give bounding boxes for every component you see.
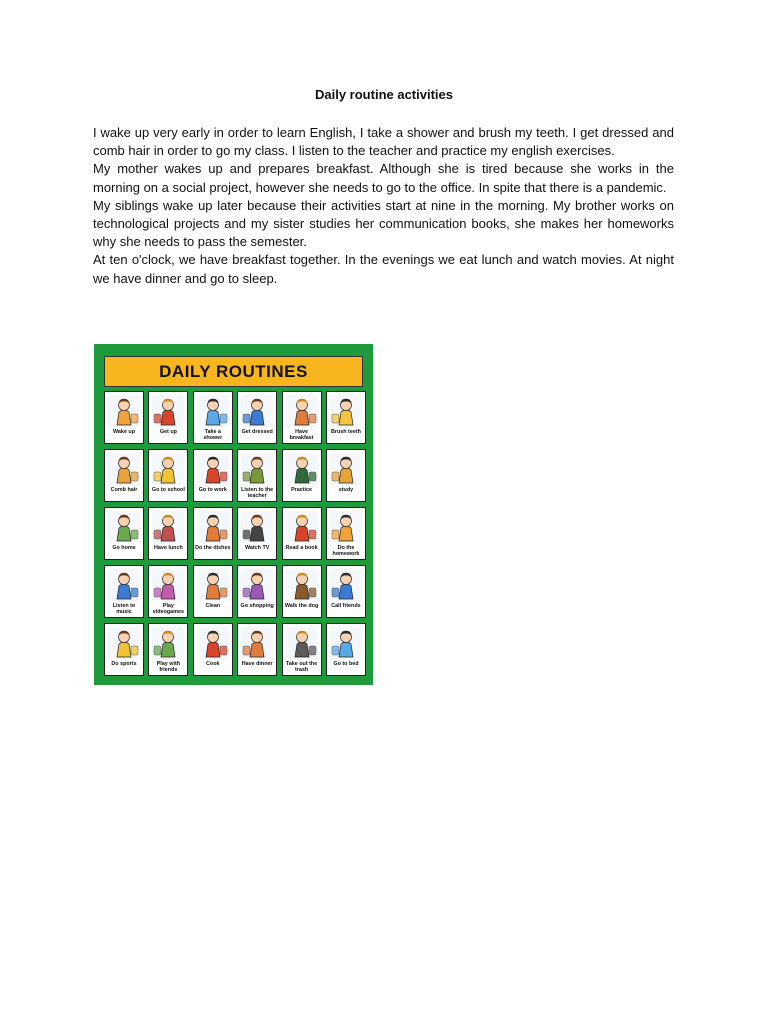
routine-card: [326, 565, 366, 618]
routine-card: [148, 391, 188, 444]
routine-card-label: Go to school: [151, 487, 185, 493]
routine-card-label: Walk the dog: [284, 603, 319, 609]
routine-card-label: Do the dishes: [195, 545, 231, 551]
classroom-icon: [240, 452, 274, 486]
routine-card: [104, 391, 144, 444]
routine-card: [193, 507, 233, 560]
routine-card-label: Brush teeth: [330, 429, 361, 435]
routine-card: [104, 507, 144, 560]
routine-card-label: Get dressed: [241, 429, 273, 435]
trash-bin-icon: [285, 626, 319, 660]
routine-card: [148, 623, 188, 676]
routine-card: [193, 449, 233, 502]
routine-card-label: Play videogames: [152, 603, 184, 615]
routine-card: [104, 449, 144, 502]
routine-card-label: Take a shower: [203, 429, 223, 441]
routine-card: [237, 507, 277, 560]
routine-card-label: Do the homework: [332, 545, 360, 557]
routine-card: [282, 623, 322, 676]
tv-icon: [240, 510, 274, 544]
routine-card-label: Get up: [159, 429, 177, 435]
routine-card-label: Have dinner: [241, 661, 273, 667]
routine-card: [148, 507, 188, 560]
shower-icon: [196, 394, 230, 428]
routine-card: [104, 623, 144, 676]
routine-card: [326, 391, 366, 444]
paragraph: My siblings wake up later because their activities start at nine in the morning. My brother works on technological projects and my sister studies her communication books, she makes her homeworks why she needs to pass the semester.: [93, 197, 674, 250]
routine-card-label: Go to work: [198, 487, 227, 493]
routine-card-label: Comb hair: [110, 487, 138, 493]
routine-card-label: Play with friends: [156, 661, 181, 673]
blackboard-icon: [285, 452, 319, 486]
poster-heading: DAILY ROUTINES: [104, 356, 363, 387]
routine-card-label: Have lunch: [154, 545, 183, 551]
friends-icon: [151, 626, 185, 660]
routine-card-label: Watch TV: [244, 545, 270, 551]
routine-card-label: Call friends: [331, 603, 361, 609]
document-body: [93, 124, 674, 288]
stretching-person-icon: [107, 394, 141, 428]
routine-card: [282, 449, 322, 502]
routine-card: [326, 623, 366, 676]
phone-icon: [329, 568, 363, 602]
routine-card: [237, 391, 277, 444]
routine-card: [193, 565, 233, 618]
clothes-icon: [240, 394, 274, 428]
routine-card: [104, 565, 144, 618]
routine-card: [237, 565, 277, 618]
routine-card-grid: [104, 391, 366, 680]
lunch-icon: [151, 510, 185, 544]
bed-icon: [151, 394, 185, 428]
dog-icon: [285, 568, 319, 602]
routine-card-label: Wake up: [113, 429, 135, 435]
document-title: Daily routine activities: [315, 87, 453, 102]
routine-card-label: Clean: [205, 603, 221, 609]
routine-card: [193, 623, 233, 676]
routine-card-label: Go home: [112, 545, 136, 551]
routine-card: [237, 449, 277, 502]
routine-card: [282, 391, 322, 444]
routine-card-label: Listen to the teacher: [241, 487, 274, 499]
routine-card-label: Cook: [206, 661, 220, 667]
routine-card: [237, 623, 277, 676]
cooking-pot-icon: [196, 626, 230, 660]
paragraph: At ten o'clock, we have breakfast together. In the evenings we eat lunch and watch movies. At night we have dinner and go to sleep.: [93, 252, 674, 286]
routine-card-label: Practice: [291, 487, 313, 493]
routine-card-label: study: [338, 487, 354, 493]
homework-icon: [329, 510, 363, 544]
shopping-bag-icon: [240, 568, 274, 602]
routine-card-label: Go to bed: [333, 661, 359, 667]
ball-icon: [107, 626, 141, 660]
dishes-icon: [196, 510, 230, 544]
music-icon: [107, 568, 141, 602]
routine-card-label: Read a book: [285, 545, 318, 551]
paragraph: My mother wakes up and prepares breakfast. Although she is tired because she works in the morning on a social project, however she needs to go to the office. In spite that there is a pandemic.: [93, 161, 674, 195]
house-icon: [107, 510, 141, 544]
paragraph: I wake up very early in order to learn English, I take a shower and brush my teeth. I get dressed and comb hair in order to go my class. I listen to the teacher and practice my english exercises.: [93, 125, 674, 159]
breakfast-icon: [285, 394, 319, 428]
sleeping-icon: [329, 626, 363, 660]
book-icon: [329, 452, 363, 486]
routine-card-label: Do sports: [111, 661, 137, 667]
toothbrush-icon: [329, 394, 363, 428]
comb-icon: [107, 452, 141, 486]
school-bus-icon: [151, 452, 185, 486]
routine-card-label: Listen to music: [112, 603, 136, 615]
dinner-icon: [240, 626, 274, 660]
reading-icon: [285, 510, 319, 544]
routine-card: [282, 565, 322, 618]
broom-icon: [196, 568, 230, 602]
gamepad-icon: [151, 568, 185, 602]
routine-card-label: Go shopping: [240, 603, 274, 609]
routine-card-label: Have breakfast: [289, 429, 314, 441]
routine-card: [148, 449, 188, 502]
routine-card: [282, 507, 322, 560]
routine-card: [326, 507, 366, 560]
daily-routines-poster: [94, 344, 373, 685]
routine-card: [326, 449, 366, 502]
car-icon: [196, 452, 230, 486]
routine-card: [148, 565, 188, 618]
routine-card: [193, 391, 233, 444]
routine-card-label: Take out the trash: [285, 661, 318, 673]
